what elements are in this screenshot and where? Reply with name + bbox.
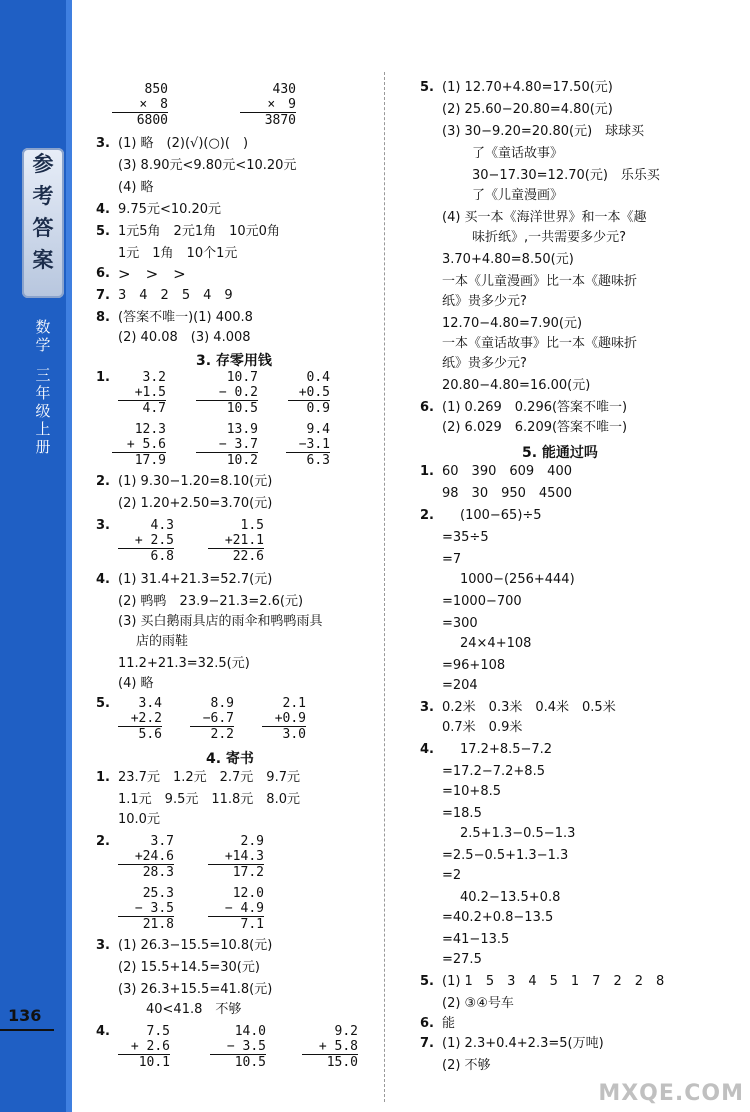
answer-line: > > >	[118, 265, 186, 283]
vertical-calc: 2.9 +14.3 17.2	[208, 834, 264, 880]
grade: 三年级上册	[35, 366, 51, 456]
question-number: 8.	[96, 310, 110, 325]
vertical-calc: 9.4 −3.1 6.3	[286, 422, 330, 468]
answer-line: 纸》贵多少元?	[442, 356, 527, 371]
badge-char: 答	[32, 215, 54, 240]
answer-line: 2.5+1.3−0.5−1.3	[460, 826, 576, 841]
answer-line: 11.2+21.3=32.5(元)	[118, 656, 250, 671]
answer-line: (1) 26.3−15.5=10.8(元)	[118, 938, 273, 953]
question-number: 5.	[420, 974, 434, 989]
vertical-calc: 25.3 − 3.5 21.8	[118, 886, 174, 932]
answer-line: (2) 不够	[442, 1058, 491, 1073]
question-number: 1.	[420, 464, 434, 479]
question-number: 1.	[96, 770, 110, 785]
question-number: 3.	[420, 700, 434, 715]
answer-line: (2) 鸭鸭 23.9−21.3=2.6(元)	[118, 594, 304, 609]
answer-line: =2	[442, 868, 462, 883]
answer-line: (100−65)÷5	[460, 508, 542, 523]
answer-line: (3) 买白鹅雨具店的雨伞和鸭鸭雨具	[118, 614, 323, 629]
sidebar-edge	[66, 0, 72, 1112]
vertical-calc: 3.7 +24.6 28.3	[118, 834, 174, 880]
answer-line: (2) 40.08 (3) 4.008	[118, 330, 251, 345]
answer-line: (1) 0.269 0.296(答案不唯一)	[442, 400, 628, 415]
answer-line: (1) 12.70+4.80=17.50(元)	[442, 80, 613, 95]
vertical-calc: 14.0 − 3.5 10.5	[210, 1024, 266, 1070]
question-number: 6.	[96, 266, 110, 281]
question-number: 5.	[96, 224, 110, 239]
vertical-calc: 0.4 +0.5 0.9	[288, 370, 330, 416]
badge-char: 案	[32, 247, 54, 272]
vertical-calc: 8.9 −6.7 2.2	[190, 696, 234, 742]
answer-line: 店的雨鞋	[136, 634, 189, 649]
answer-line: 味折纸》,一共需要多少元?	[472, 230, 627, 245]
subject: 数学	[35, 318, 51, 354]
watermark: MXQE.COM	[598, 1081, 744, 1106]
vertical-calc: 430 × 9 3870	[240, 82, 296, 128]
answer-line: =2.5−0.5+1.3−1.3	[442, 848, 569, 863]
answer-line: 60 390 609 400	[442, 464, 572, 479]
question-number: 6.	[420, 400, 434, 415]
vertical-calc: 850 × 8 6800	[112, 82, 168, 128]
section-title: 4. 寄书	[206, 751, 254, 767]
answer-line: =1000−700	[442, 594, 522, 609]
section-title: 5. 能通过吗	[522, 445, 598, 461]
badge-char: 考	[32, 183, 54, 208]
question-number: 5.	[96, 696, 110, 711]
answer-line: 12.70−4.80=7.90(元)	[442, 316, 583, 331]
answer-line: 0.7米 0.9米	[442, 720, 523, 735]
answer-line: (2) 6.029 6.209(答案不唯一)	[442, 420, 628, 435]
answer-line: 了《童话故事》	[472, 146, 564, 161]
answer-line: (2) ③④号车	[442, 996, 514, 1011]
vertical-calc: 2.1 +0.9 3.0	[262, 696, 306, 742]
answer-line: (2) 25.60−20.80=4.80(元)	[442, 102, 613, 117]
answer-line: =204	[442, 678, 478, 693]
answer-line: 40<41.8 不够	[146, 1002, 242, 1017]
question-number: 1.	[96, 370, 110, 385]
answer-line: (3) 26.3+15.5=41.8(元)	[118, 982, 273, 997]
vertical-calc: 7.5 + 2.6 10.1	[118, 1024, 170, 1070]
answer-line: =41−13.5	[442, 932, 510, 947]
question-number: 4.	[96, 202, 110, 217]
subject-label	[30, 318, 56, 456]
answer-line: 1元5角 2元1角 10元0角	[118, 224, 280, 239]
answer-line: 17.2+8.5−7.2	[460, 742, 553, 757]
answer-line: 3.70+4.80=8.50(元)	[442, 252, 574, 267]
vertical-calc: 4.3 + 2.5 6.8	[118, 518, 174, 564]
badge-char: 参	[32, 151, 54, 176]
answer-line: 能	[442, 1016, 456, 1031]
answer-line: (1) 9.30−1.20=8.10(元)	[118, 474, 273, 489]
column-divider	[384, 72, 385, 1102]
answer-line: 了《儿童漫画》	[472, 188, 564, 203]
vertical-calc: 9.2 + 5.8 15.0	[302, 1024, 358, 1070]
answer-line: (1) 31.4+21.3=52.7(元)	[118, 572, 273, 587]
answer-line: 30−17.30=12.70(元) 乐乐买	[472, 168, 660, 183]
answer-line: 1.1元 9.5元 11.8元 8.0元	[118, 792, 300, 807]
answer-line: =96+108	[442, 658, 506, 673]
answer-line: (4) 略	[118, 676, 154, 691]
answer-line: (3) 30−9.20=20.80(元) 球球买	[442, 124, 645, 139]
vertical-calc: 3.2 +1.5 4.7	[118, 370, 166, 416]
answer-line: 0.2米 0.3米 0.4米 0.5米	[442, 700, 616, 715]
page-number-underline	[0, 1029, 54, 1031]
answer-line: 24×4+108	[460, 636, 532, 651]
question-number: 4.	[420, 742, 434, 757]
answer-line: (4) 略	[118, 180, 154, 195]
question-number: 3.	[96, 938, 110, 953]
answer-line: (1) 1 5 3 4 5 1 7 2 2 8	[442, 974, 665, 989]
question-number: 4.	[96, 572, 110, 587]
question-number: 3.	[96, 518, 110, 533]
answer-line: (3) 8.90元<9.80元<10.20元	[118, 158, 297, 173]
sidebar	[0, 0, 72, 1112]
answer-line: 3 4 2 5 4 9	[118, 288, 233, 303]
question-number: 2.	[96, 834, 110, 849]
answer-line: (1) 略 (2)(√)(○)( )	[118, 136, 249, 151]
answer-line: (答案不唯一)(1) 400.8	[118, 310, 253, 325]
question-number: 7.	[96, 288, 110, 303]
question-number: 5.	[420, 80, 434, 95]
answer-line: =300	[442, 616, 478, 631]
answer-line: 10.0元	[118, 812, 160, 827]
answer-line: 98 30 950 4500	[442, 486, 572, 501]
answer-line: =18.5	[442, 806, 482, 821]
answer-key-badge	[22, 148, 64, 298]
answer-line: =40.2+0.8−13.5	[442, 910, 554, 925]
vertical-calc: 12.3 + 5.6 17.9	[112, 422, 166, 468]
answer-line: (2) 15.5+14.5=30(元)	[118, 960, 260, 975]
vertical-calc: 3.4 +2.2 5.6	[118, 696, 162, 742]
answer-line: 20.80−4.80=16.00(元)	[442, 378, 591, 393]
vertical-calc: 12.0 − 4.9 7.1	[208, 886, 264, 932]
answer-line: 1000−(256+444)	[460, 572, 575, 587]
question-number: 3.	[96, 136, 110, 151]
question-number: 2.	[420, 508, 434, 523]
answer-line: =10+8.5	[442, 784, 502, 799]
answer-line: (1) 2.3+0.4+2.3=5(万吨)	[442, 1036, 604, 1051]
question-number: 6.	[420, 1016, 434, 1031]
answer-line: =17.2−7.2+8.5	[442, 764, 545, 779]
vertical-calc: 13.9 − 3.7 10.2	[196, 422, 258, 468]
answer-line: (2) 1.20+2.50=3.70(元)	[118, 496, 273, 511]
answer-line: 23.7元 1.2元 2.7元 9.7元	[118, 770, 300, 785]
page-number: 136	[8, 1006, 42, 1025]
answer-line: =7	[442, 552, 462, 567]
answer-line: 1元 1角 10个1元	[118, 246, 238, 261]
answer-line: 一本《儿童漫画》比一本《趣味折	[442, 274, 638, 289]
answer-line: 40.2−13.5+0.8	[460, 890, 561, 905]
vertical-calc: 10.7 − 0.2 10.5	[196, 370, 258, 416]
question-number: 7.	[420, 1036, 434, 1051]
answer-line: =35÷5	[442, 530, 489, 545]
question-number: 2.	[96, 474, 110, 489]
answer-line: =27.5	[442, 952, 482, 967]
answer-line: 一本《童话故事》比一本《趣味折	[442, 336, 638, 351]
answer-line: (4) 买一本《海洋世界》和一本《趣	[442, 210, 647, 225]
answer-line: 9.75元<10.20元	[118, 202, 222, 217]
vertical-calc: 1.5 +21.1 22.6	[208, 518, 264, 564]
answer-line: 纸》贵多少元?	[442, 294, 527, 309]
question-number: 4.	[96, 1024, 110, 1039]
section-title: 3. 存零用钱	[196, 353, 272, 369]
